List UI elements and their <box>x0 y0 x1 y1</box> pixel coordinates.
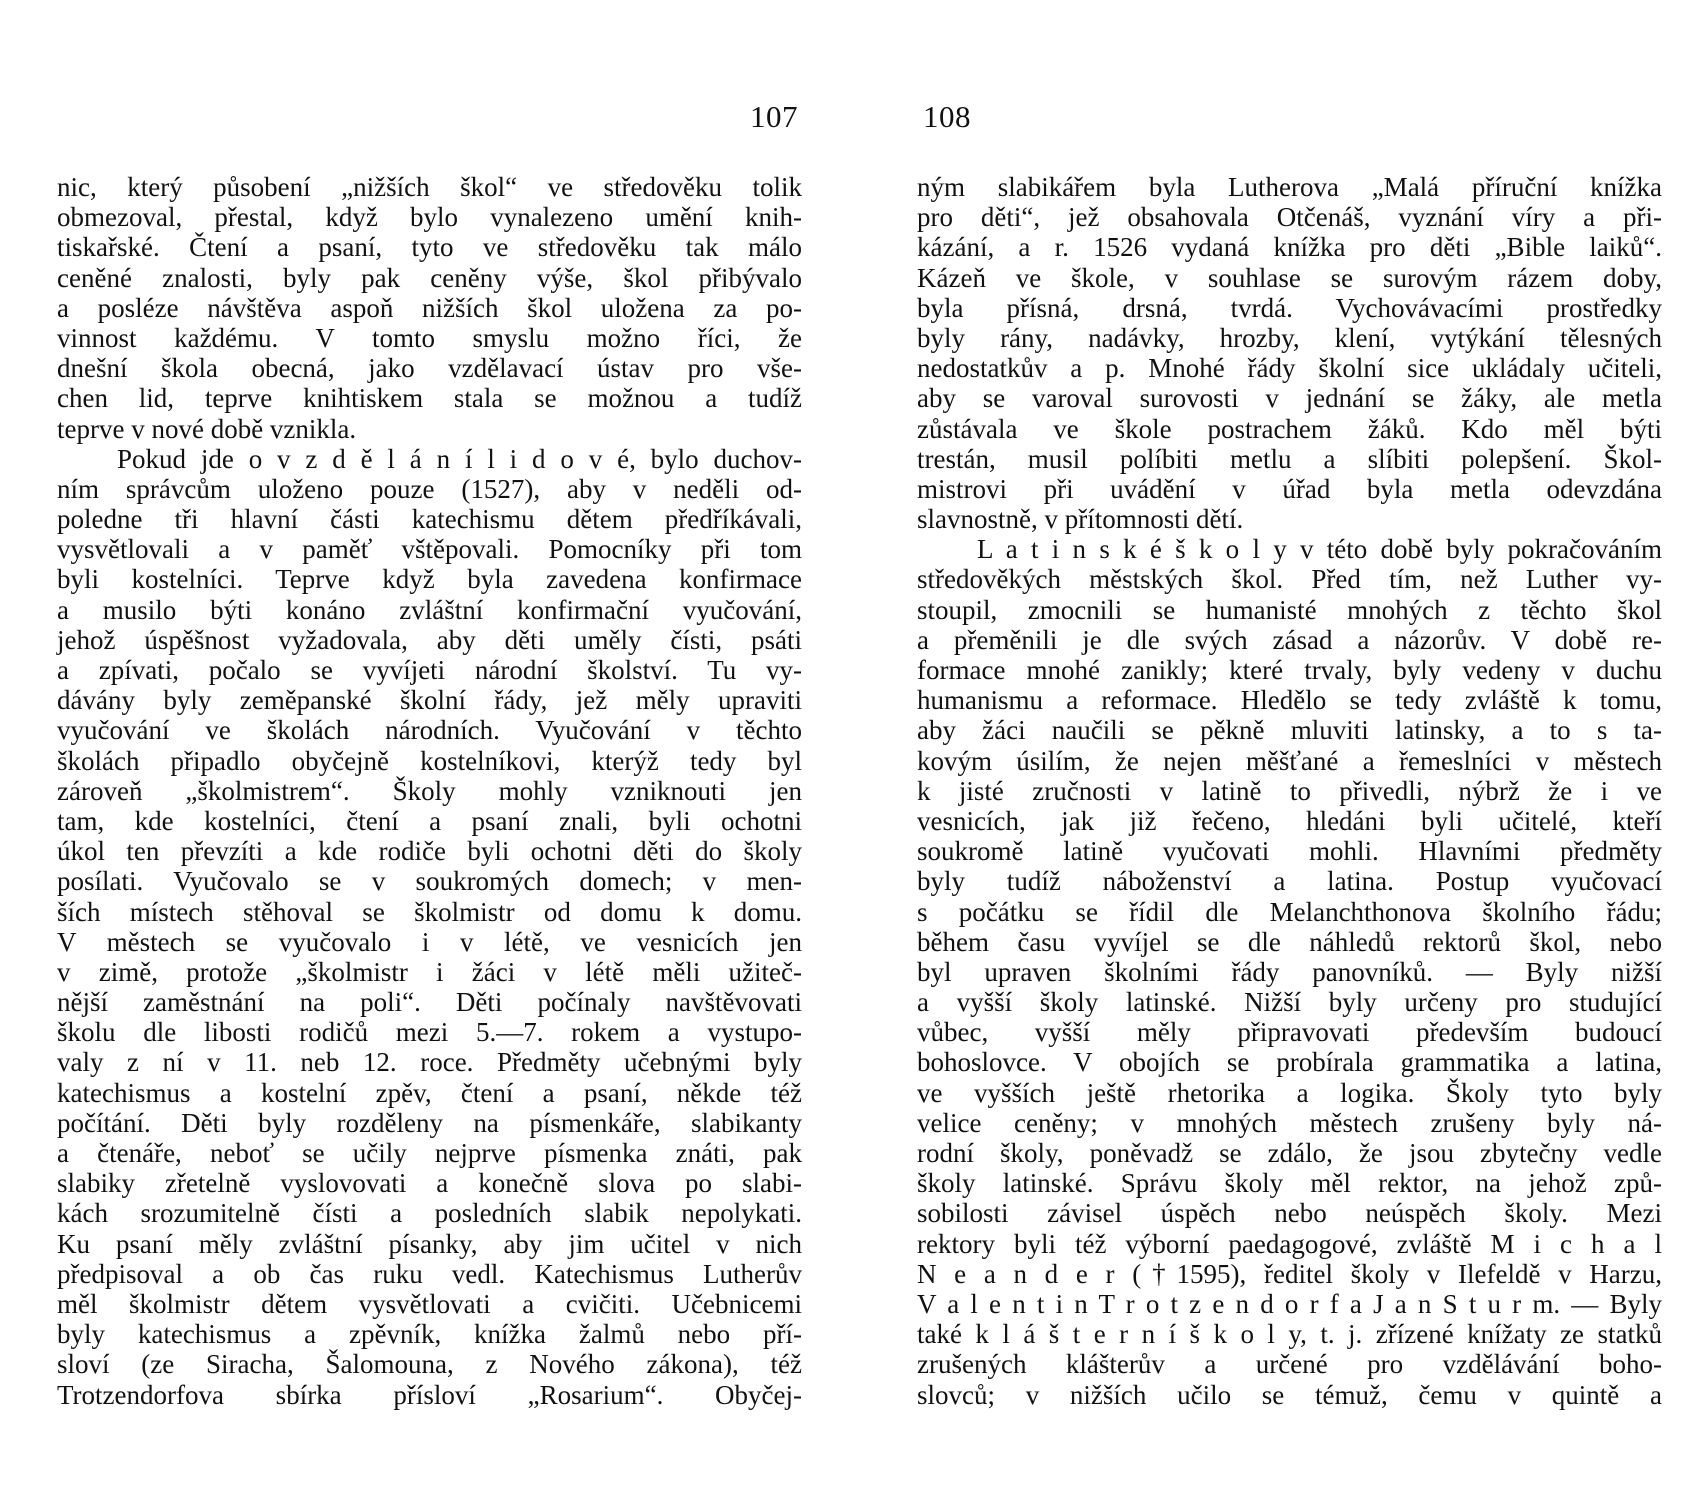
text-line: nedostatkův a p. Mnohé řády školní sice ukládaly učiteli, <box>917 353 1662 384</box>
text-line: byl upraven školními řády panovníků. — Byly nižší <box>917 956 1662 987</box>
text-line: slovců; v nižších učilo se témuž, čemu v quintě a <box>917 1379 1662 1410</box>
text-line: středověkých městských škol. Před tím, než Luther vy- <box>917 564 1662 595</box>
text-line: a přeměnili je dle svých zásad a názorův. V době re- <box>917 624 1662 655</box>
text-line: ceněné znalosti, byly pak ceněny výše, škol přibývalo <box>57 262 802 293</box>
text-line: soukromě latině vyučovati mohli. Hlavními předměty <box>917 836 1662 867</box>
text-line: sobilosti závisel úspěch nebo neúspěch školy. Mezi <box>917 1198 1662 1229</box>
text-line: také k l á š t e r n í š k o l y, t. j. zřízené knížaty ze statků <box>917 1319 1662 1350</box>
text-column <box>57 172 802 1410</box>
text-line: školy latinské. Správu školy měl rektor, na jehož způ- <box>917 1168 1662 1199</box>
text-line: ním správcům uloženo pouze (1527), aby v neděli od- <box>57 473 802 504</box>
text-line: v zimě, protože „školmistr i žáci v létě měli užiteč- <box>57 956 802 987</box>
text-line: teprve v nové době vznikla. <box>57 413 357 444</box>
text-line: vysvětlovali a v paměť vštěpovali. Pomocníky při tom <box>57 534 802 565</box>
text-line: Kázeň ve škole, v souhlase se surovým rázem doby, <box>917 262 1662 293</box>
text-line: obmezoval, přestal, když bylo vynalezeno umění knih- <box>57 202 802 233</box>
text-line: s počátku se řídil dle Melanchthonova školního řádu; <box>917 896 1662 927</box>
text-line: mistrovi při uvádění v úřad byla metla odevzdána <box>917 473 1662 504</box>
text-line: byla přísná, drsná, tvrdá. Vychovávacími prostředky <box>917 292 1662 323</box>
text-line: nější zaměstnání na poli“. Děti počínaly navštěvovati <box>57 987 802 1018</box>
text-line: během času vyvíjel se dle náhledů rektorů škol, nebo <box>917 926 1662 957</box>
text-line: úkol ten převzíti a kde rodiče byli ochotni děti do školy <box>57 836 802 867</box>
text-line: dávány byly zeměpanské školní řády, jež měly upraviti <box>57 685 802 716</box>
text-line: Ku psaní měly zvláštní písanky, aby jim učitel v nich <box>57 1228 802 1259</box>
text-line: byly katechismus a zpěvník, knížka žalmů nebo pří- <box>57 1319 802 1350</box>
text-line: vinnost každému. V tomto smyslu možno říci, že <box>57 322 802 353</box>
text-column <box>917 172 1662 1410</box>
text-line: a zpívati, počalo se vyvíjeti národní školství. Tu vy- <box>57 655 802 685</box>
text-line: slabiky zřetelně vyslovovati a konečně slova po slabi- <box>57 1168 802 1199</box>
text-line: zároveň „školmistrem“. Školy mohly vzniknouti jen <box>57 775 802 806</box>
text-line: katechismus a kostelní zpěv, čtení a psaní, někde též <box>57 1077 802 1108</box>
text-line: rektory byli též výborní paedagogové, zvláště M i c h a l <box>917 1228 1662 1259</box>
text-line: a posléze návštěva aspoň nižších škol uložena za po- <box>57 292 802 323</box>
text-line: nic, který působení „nižších škol“ ve středověku tolik <box>57 172 802 202</box>
text-line: velice ceněny; v mnohých městech zrušeny byly ná- <box>917 1107 1662 1138</box>
text-line: kázání, a r. 1526 vydaná knížka pro děti „Bible laiků“. <box>917 232 1662 263</box>
text-line: sloví (ze Siracha, Šalomouna, z Nového zákona), též <box>57 1349 802 1380</box>
text-line: slavnostně, v přítomnosti dětí. <box>917 504 1244 535</box>
text-line: pro děti“, jež obsahovala Otčenáš, vyznání víry a při- <box>917 202 1662 233</box>
text-line: školách připadlo obyčejně kostelníkovi, kterýž tedy byl <box>57 745 802 776</box>
text-line: tiskařské. Čtení a psaní, tyto ve středověku tak málo <box>57 232 802 263</box>
text-line: N e a n d e r (†1595), ředitel školy v Ilefeldě v Harzu, <box>917 1258 1662 1289</box>
text-line: posílati. Vyučovalo se v soukromých domech; v men- <box>57 866 802 897</box>
text-line: a vyšší školy latinské. Nižší byly určeny pro studující <box>917 987 1662 1018</box>
text-line: a čtenáře, neboť se učily nejprve písmenka znáti, pak <box>57 1138 802 1168</box>
text-line: vesnicích, jak již řečeno, hledáni byli učitelé, kteří <box>917 805 1662 836</box>
text-line: V městech se vyučovalo i v létě, ve vesnicích jen <box>57 926 802 957</box>
text-line: valy z ní v 11. neb 12. roce. Předměty učebnými byly <box>57 1047 802 1078</box>
text-line: kovým úsilím, že nejen měšťané a řemeslníci v městech <box>917 745 1662 776</box>
text-line: tam, kde kostelníci, čtení a psaní znali, byli ochotni <box>57 805 802 836</box>
text-line: aby žáci naučili se pěkně mluviti latinsky, a to s ta- <box>917 715 1662 746</box>
text-line: dnešní škola obecná, jako vzdělavací ústav pro vše- <box>57 353 802 384</box>
text-line: ších místech stěhoval se školmistr od domu k domu. <box>57 896 802 927</box>
text-line: poledne tři hlavní části katechismu dětem předříkávali, <box>57 504 802 535</box>
text-line: Trotzendorfova sbírka přísloví „Rosarium“. Obyčej- <box>57 1379 802 1410</box>
text-line: V a l e n t i n T r o t z e n d o r f a J a n S t u r m. — Byly <box>917 1288 1662 1319</box>
text-line: byly tudíž náboženství a latina. Postup vyučovací <box>917 866 1662 897</box>
text-line: stoupil, zmocnili se humanisté mnohých z těchto škol <box>917 594 1662 625</box>
text-line: trestán, musil políbiti metlu a slíbiti polepšení. Škol- <box>917 443 1662 474</box>
text-line: rodní školy, poněvadž se zdálo, že jsou zbytečny vedle <box>917 1138 1662 1168</box>
text-line: k jisté zručnosti v latině to přivedli, nýbrž že i ve <box>917 775 1662 806</box>
text-line: bohoslovce. V obojích se probírala grammatika a latina, <box>917 1047 1662 1078</box>
text-line: zrušených klášterův a určené pro vzdělávání boho- <box>917 1349 1662 1380</box>
text-line: L a t i n s k é š k o l y v této době byly pokračováním <box>977 534 1662 565</box>
text-line: a musilo býti konáno zvláštní konfirmační vyučování, <box>57 594 802 625</box>
right-page <box>853 0 1706 1500</box>
text-line: humanismu a reformace. Hledělo se tedy zvláště k tomu, <box>917 685 1662 716</box>
text-line: chen lid, teprve knihtiskem stala se možnou a tudíž <box>57 383 802 414</box>
text-line: vůbec, vyšší měly připravovati především budoucí <box>917 1017 1662 1048</box>
text-line: jehož úspěšnost vyžadovala, aby děti uměly čísti, psáti <box>57 624 802 655</box>
page-number: 107 <box>750 99 798 134</box>
text-line: počítání. Děti byly rozděleny na písmenkáře, slabikanty <box>57 1107 802 1138</box>
text-line: formace mnohé zanikly; které trvaly, byly vedeny v duchu <box>917 655 1662 685</box>
text-line: vyučování ve školách národních. Vyučování v těchto <box>57 715 802 746</box>
text-line: aby se varoval surovosti v jednání se žáky, ale metla <box>917 383 1662 414</box>
text-line: kách srozumitelně čísti a posledních slabik nepolykati. <box>57 1198 802 1229</box>
text-line: předpisoval a ob čas ruku vedl. Katechismus Lutherův <box>57 1258 802 1289</box>
text-line: ve vyšších ještě rhetorika a logika. Školy tyto byly <box>917 1077 1662 1108</box>
text-line: ným slabikářem byla Lutherova „Malá příruční knížka <box>917 172 1662 202</box>
text-line: školu dle libosti rodičů mezi 5.—7. rokem a vystupo- <box>57 1017 802 1048</box>
page-number: 108 <box>923 99 971 134</box>
text-line: Pokud jde o v z d ě l á n í l i d o v é, bylo duchov- <box>117 443 802 474</box>
text-line: zůstávala ve škole postrachem žáků. Kdo měl býti <box>917 413 1662 444</box>
text-line: byli kostelníci. Teprve když byla zavedena konfirmace <box>57 564 802 595</box>
text-line: byly rány, nadávky, hrozby, klení, vytýkání tělesných <box>917 322 1662 353</box>
text-line: měl školmistr dětem vysvětlovati a cvičiti. Učebnicemi <box>57 1288 802 1319</box>
